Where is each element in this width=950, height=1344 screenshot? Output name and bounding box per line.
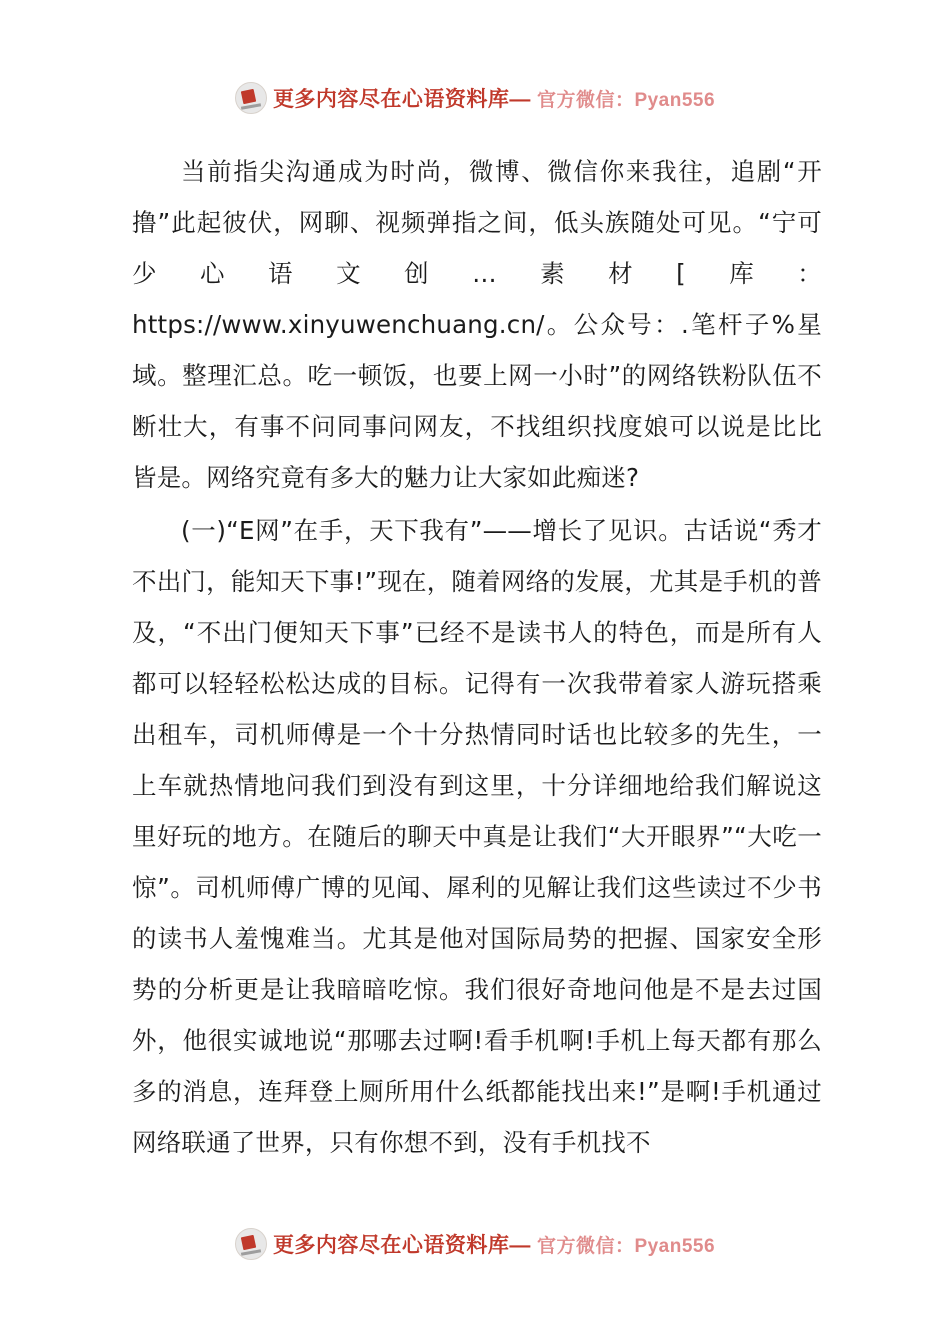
book-stack-logo-icon — [235, 82, 267, 114]
paragraph-2: (一)“E网”在手，天下我有”——增长了见识。古话说“秀才不出门，能知天下事!”现在，随着网络的发展，尤其是手机的普及，“不出门便知天下事”已经不是读书人的特色，而是所有人都可以轻轻松松达成的目标。记得有一次我带着家人游玩搭乘出租车，司机师傅是一个十分热情同时话也比较多的先生，一上车就热情地问我们到没有到这里，十分详细地给我们解说这里好玩的地方。在随后的聊天中真是让我们“大开眼界”“大吃一惊”。司机师傅广博的见闻、犀利的见解让我们这些读过不少书的读书人羞愧难当。尤其是他对国际局势的把握、国家安全形势的分析更是让我暗暗吃惊。我们很好奇地问他是不是去过国外，他很实诚地说“那哪去过啊!看手机啊!手机上每天都有那么多的消息，连拜登上厕所用什么纸都能找出来!”是啊!手机通过网络联通了世界，只有你想不到，没有手机找不 — [132, 516, 822, 1157]
watermark-top — [0, 82, 950, 114]
watermark-wechat-text: 官方微信：Pyan556 — [536, 89, 716, 111]
book-stack-logo-icon — [235, 1228, 267, 1260]
watermark-wechat-text: 官方微信：Pyan556 — [536, 1235, 716, 1257]
watermark-library-text: 更多内容尽在心语资料库— — [272, 88, 531, 111]
watermark-bottom — [0, 1228, 950, 1260]
document-body — [132, 146, 822, 1170]
watermark-library-text: 更多内容尽在心语资料库— — [272, 1234, 531, 1257]
paragraph-1: 当前指尖沟通成为时尚，微博、微信你来我往，追剧“开撸”此起彼伏，网聊、视频弹指之间，低头族随处可见。“宁可少心语文创…素材[库：https://www.xinyuwenchuang.cn/。公众号：.笔杆子%星域。整理汇总。吃一顿饭，也要上网一小时”的网络铁粉队伍不断壮大，有事不问同事问网友，不找组织找度娘可以说是比比皆是。网络究竟有多大的魅力让大家如此痴迷? — [132, 157, 822, 492]
